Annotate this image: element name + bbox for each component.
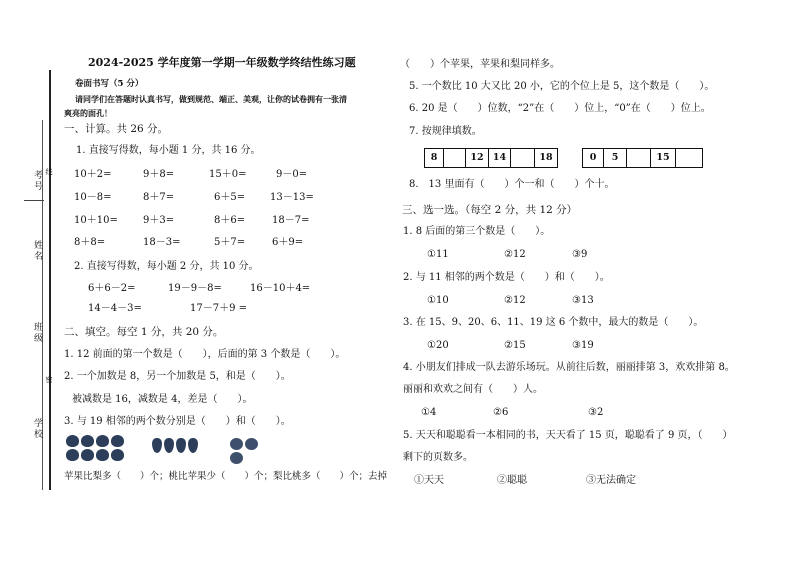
- fill-q7: 7. 按规律填数。: [409, 126, 482, 137]
- choice-option[interactable]: ①10: [427, 295, 449, 306]
- apple-icon: [66, 435, 79, 447]
- calc-cell: 10＋2=: [74, 169, 112, 180]
- sequence-cell[interactable]: [511, 149, 535, 167]
- label-mi: 密: [45, 376, 53, 385]
- calc-cell: 18－7=: [272, 215, 310, 226]
- calc-cell: 9＋3=: [143, 215, 175, 226]
- section2-q2a: 2. 一个加数是 8，另一个加数是 5，和是（ ）。: [64, 371, 291, 382]
- calc-cell: 6＋9=: [272, 237, 304, 248]
- choice-q3: 3. 在 15、9、20、6、11、19 这 6 个数中，最大的数是（ ）。: [403, 317, 704, 328]
- section3-title: 三、选一选。（每空 2 分，共 12 分）: [402, 204, 578, 216]
- choice-option[interactable]: ③19: [572, 340, 594, 351]
- sequence-cell[interactable]: [676, 149, 702, 167]
- calc-cell: 8＋7=: [143, 192, 175, 203]
- peaches-picture: [230, 438, 262, 464]
- handwriting-line2: 爽亮的面孔！: [64, 108, 112, 118]
- label-xian: 线: [45, 168, 53, 177]
- fill-q6: 6. 20 是（ ）位数，“2”在（ ）位上，“0”在（ ）位上。: [409, 103, 711, 114]
- choice-option[interactable]: ③2: [588, 407, 604, 418]
- choice-q4a: 4. 小朋友们排成一队去游乐场玩。从前往后数，丽丽排第 3，欢欢排第 8。: [403, 362, 735, 373]
- calc-cell: 5＋7=: [214, 237, 246, 248]
- calc-cell: 9＋8=: [143, 169, 175, 180]
- section2-q4-line: 苹果比梨多（ ）个；桃比苹果少（ ）个；梨比桃多（ ）个；去掉: [64, 471, 388, 482]
- choice-option[interactable]: ②15: [504, 340, 526, 351]
- choice-option[interactable]: ①4: [421, 407, 437, 418]
- fill-q5: 5. 一个数比 10 大又比 20 小，它的个位上是 5，这个数是（ ）。: [409, 81, 715, 92]
- handwriting-line1: 请同学们在答题时认真书写，做到规范、端正、美观，让你的试卷拥有一张清: [75, 94, 347, 104]
- section2-title: 二、填空。每空 1 分，共 20 分。: [64, 326, 224, 338]
- choice-option[interactable]: ③9: [572, 249, 588, 260]
- kaohao-line: [24, 200, 44, 201]
- choice-option[interactable]: ③13: [572, 295, 594, 306]
- calc2-cell: 16－10＋4=: [250, 283, 311, 294]
- choice-option[interactable]: ②聪聪: [497, 475, 527, 486]
- choice-option[interactable]: ②12: [504, 295, 526, 306]
- apple-icon: [96, 435, 109, 447]
- calc-cell: 10－8=: [74, 192, 112, 203]
- sequence-box-1: [424, 148, 558, 168]
- calc2-cell: 14－4－3=: [88, 303, 142, 314]
- sequence-cell: 15: [651, 149, 676, 167]
- choice-option[interactable]: ②12: [504, 249, 526, 260]
- calc-cell: 8＋6=: [214, 215, 246, 226]
- label-xuexiao: 学校: [32, 418, 42, 440]
- apples-picture: [66, 435, 134, 461]
- choice-q5a: 5. 天天和聪聪看一本相同的书，天天看了 15 页，聪聪看了 9 页，（ ）: [403, 430, 733, 441]
- calc-cell: 13－13=: [270, 192, 314, 203]
- pears-picture: [152, 438, 198, 453]
- pear-icon: [164, 438, 174, 453]
- label-kaohao: 考号: [32, 170, 42, 192]
- apple-icon: [81, 449, 94, 461]
- choice-q4b: 丽丽和欢欢之间有（ ）人。: [403, 384, 543, 395]
- choice-option[interactable]: ①11: [427, 249, 449, 260]
- fill-q8: 8. 13 里面有（ ）个一和（ ）个十。: [409, 179, 615, 190]
- sequence-cell: 0: [583, 149, 604, 167]
- apple-icon: [81, 435, 94, 447]
- calc-cell: 18－3=: [143, 237, 181, 248]
- choice-option[interactable]: ③无法确定: [586, 475, 636, 486]
- handwriting-title: 卷面书写（5 分）: [75, 79, 144, 89]
- apple-icon: [96, 449, 109, 461]
- choice-q1: 1. 8 后面的第三个数是（ ）。: [403, 226, 551, 237]
- sequence-cell: 8: [425, 149, 444, 167]
- section2-q3: 3. 与 19 相邻的两个数分别是（ ）和（ ）。: [64, 416, 291, 427]
- choice-option[interactable]: ②6: [493, 407, 509, 418]
- binding-line: [49, 70, 51, 490]
- section2-q1: 1. 12 前面的第一个数是（ ），后面的第 3 个数是（ ）。: [64, 349, 346, 360]
- peach-icon: [245, 438, 258, 450]
- page-title: 2024-2025 学年度第一学期一年级数学终结性练习题: [88, 56, 356, 69]
- section1-title: 一、计算。共 26 分。: [64, 123, 169, 135]
- apple-icon: [66, 449, 79, 461]
- section1-q2: 2. 直接写得数，每小题 2 分，共 10 分。: [74, 261, 259, 272]
- label-xingming: 姓名: [32, 240, 42, 262]
- section1-q1: 1. 直接写得数，每小题 1 分，共 16 分。: [76, 145, 261, 156]
- sequence-box-2: [582, 148, 703, 168]
- calc-cell: 8＋8=: [74, 237, 106, 248]
- calc2-cell: 19－9－8=: [168, 283, 222, 294]
- pear-icon: [188, 438, 198, 453]
- sequence-cell: 5: [604, 149, 627, 167]
- section2-q2b: 被减数是 16，减数是 4，差是（ ）。: [72, 394, 253, 405]
- choice-option[interactable]: ①天天: [414, 475, 444, 486]
- choice-option[interactable]: ①20: [427, 340, 449, 351]
- calc-cell: 10＋10=: [74, 215, 118, 226]
- apple-icon: [111, 435, 124, 447]
- peach-icon: [230, 452, 243, 464]
- calc-cell: 9－0=: [276, 169, 308, 180]
- calc-cell: 15＋0=: [209, 169, 247, 180]
- calc-cell: 6＋5=: [214, 192, 246, 203]
- sequence-cell: 14: [489, 149, 511, 167]
- pear-icon: [152, 438, 162, 453]
- sequence-cell: 12: [466, 149, 489, 167]
- choice-q2: 2. 与 11 相邻的两个数是（ ）和（ ）。: [403, 272, 610, 283]
- apple-icon: [111, 449, 124, 461]
- sequence-cell[interactable]: [444, 149, 466, 167]
- peach-icon: [230, 438, 243, 450]
- right-continuation: （ ）个苹果，苹果和梨同样多。: [400, 59, 560, 70]
- sequence-cell: 18: [539, 152, 553, 163]
- calc2-cell: 17－7＋9 =: [190, 303, 248, 314]
- choice-q5b: 剩下的页数多。: [403, 452, 473, 463]
- sequence-cell[interactable]: [627, 149, 651, 167]
- label-banji: 班级: [32, 322, 42, 344]
- calc2-cell: 6＋6－2=: [88, 283, 136, 294]
- pear-icon: [176, 438, 186, 453]
